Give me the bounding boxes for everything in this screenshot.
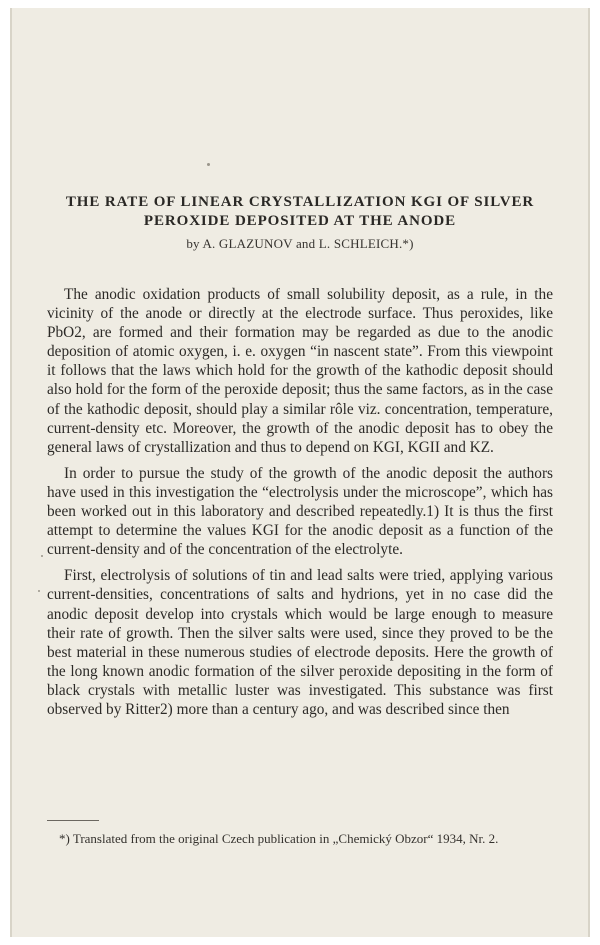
scan-speck — [207, 163, 210, 166]
article-authors: by A. GLAZUNOV and L. SCHLEICH.*) — [186, 236, 414, 251]
scan-speck — [38, 590, 40, 592]
body-paragraph: In order to pursue the study of the growth of the anodic deposit the authors have used in this investigation the “electrolysis under the microscope”, which has been worked out in this laboratory and described repeatedly.1) It is thus the first attempt to determine the values KGI for the anodic deposit as a function of the current-density and of the concentration of the electrolyte. — [47, 464, 553, 559]
footnote: *) Translated from the original Czech publication in „Chemický Obzor“ 1934, Nr. 2. — [59, 831, 499, 846]
article-body — [47, 285, 553, 726]
body-paragraph: First, electrolysis of solutions of tin and lead salts were tried, applying various current-densities, concentrations of salts and hydrions, yet in no case did the anodic deposit develop into crystals which would be large enough to measure their rate of growth. Then the silver salts were used, since they proved to be the best material in these numerous studies of electrode deposits. Here the growth of the long known anodic formation of the silver peroxide depositing in the form of black crystals with metallic luster was investigated. This substance was first observed by Ritter2) more than a century ago, and was described since then — [47, 567, 553, 718]
body-paragraph: The anodic oxidation products of small solubility deposit, as a rule, in the vicinity of the anode or directly at the electrode surface. Thus peroxides, like PbO2, are formed and their formation may be regarded as due to the anodic deposition of atomic oxygen, i. e. oxygen “in nascent state”. From this viewpoint it follows that the laws which hold for the growth of the kathodic deposit should also hold for the form of the peroxide deposit; thus the same factors, as in the case of the kathodic deposit, should play a similar rôle viz. concentration, temperature, current-density etc. Moreover, the growth of the anodic deposit has to obey the general laws of crystallization and thus to depend on KGI, KGII and KZ. — [47, 286, 553, 456]
article-title: THE RATE OF LINEAR CRYSTALLIZATION KGI OF SILVER PEROXIDE DEPOSITED AT THE ANODE — [65, 194, 535, 230]
scan-speck — [41, 555, 43, 557]
footnote-divider — [47, 820, 99, 821]
